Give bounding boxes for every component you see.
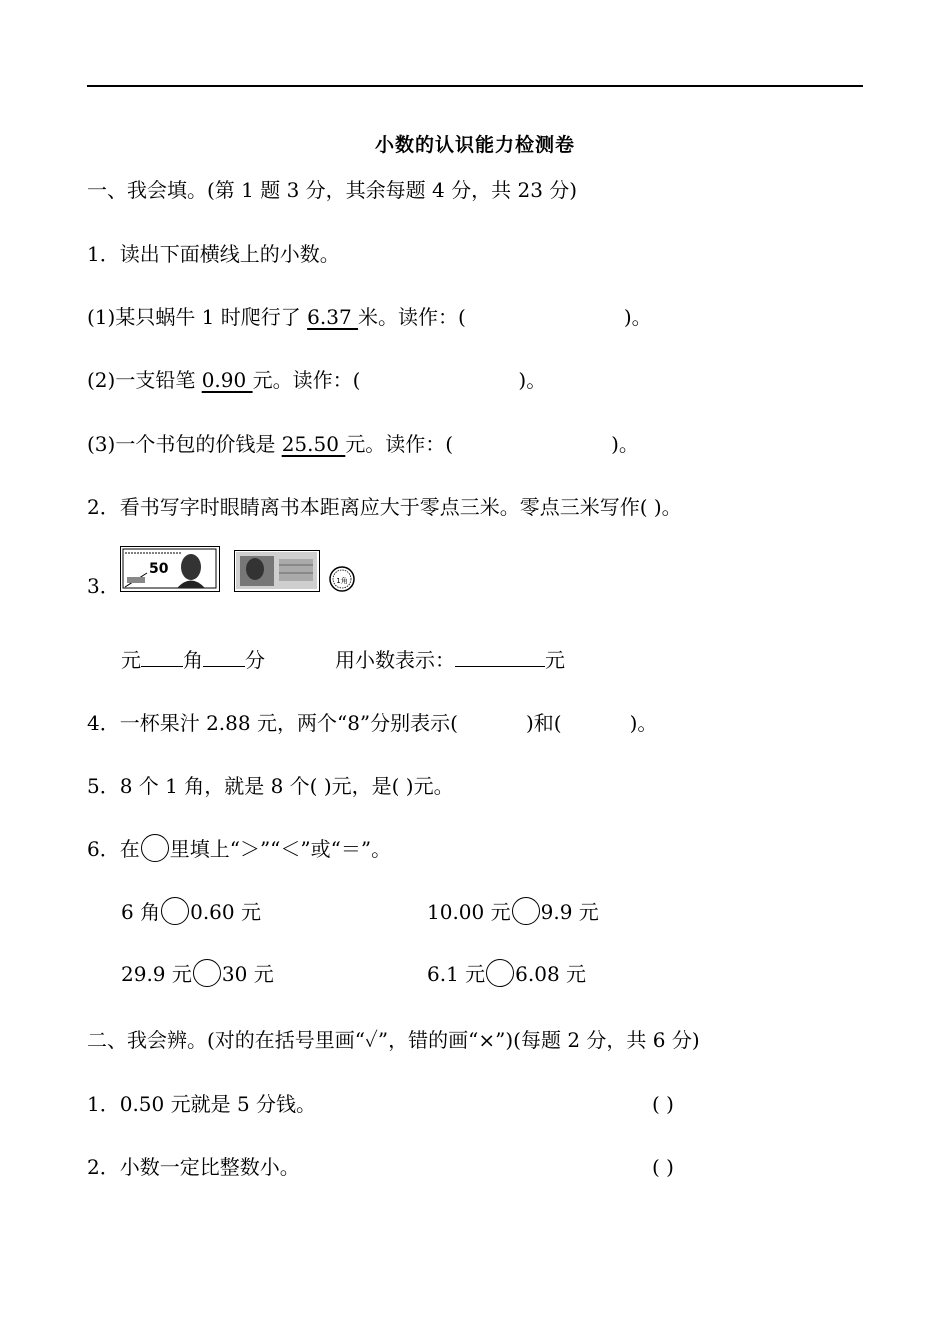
q4-pre: 4．一杯果汁 2.88 元，两个“8”分别表示( [87, 711, 458, 735]
compare-circle[interactable] [193, 959, 221, 987]
q6-d-right: 6.08 元 [515, 962, 587, 986]
yuan-blank[interactable] [141, 646, 183, 667]
jiao-label: 角 [183, 648, 203, 672]
q6-post: 里填上“＞”“＜”或“＝”。 [169, 837, 392, 861]
q1-stem: 1．读出下面横线上的小数。 [87, 242, 340, 266]
q1-p2-number: 0.90 [201, 368, 253, 392]
judge-q2: 2．小数一定比整数小。 [87, 1155, 300, 1179]
section1-heading: 一、我会填。(第 1 题 3 分，其余每题 4 分，共 23 分) [87, 178, 578, 202]
q6-c-left: 29.9 元 [121, 962, 192, 986]
q6-stem [87, 834, 391, 863]
decimal-unit: 元 [545, 648, 565, 672]
coin-label: 1角 [336, 577, 348, 585]
q1-part3 [87, 430, 639, 458]
q1-p3-number: 25.50 [281, 432, 346, 456]
banknote-value: 50 [149, 561, 169, 577]
decimal-label: 用小数表示： [335, 648, 455, 672]
q1-p2-end: )。 [518, 368, 547, 392]
compare-circle[interactable] [161, 897, 189, 925]
judge-q1: 1．0.50 元就是 5 分钱。 [87, 1092, 317, 1116]
coin-drawing [329, 566, 355, 592]
q6-pre: 6．在 [87, 837, 140, 861]
q6-item-a [121, 897, 261, 926]
q1-p3-text: (3)一个书包的价钱是 [87, 432, 282, 456]
q4-text [87, 709, 657, 737]
q6-a-right: 0.60 元 [190, 900, 261, 924]
q6-item-d [427, 959, 586, 988]
q1-part1 [87, 303, 652, 331]
q3-number: 3． [87, 574, 120, 598]
top-rule [87, 85, 863, 87]
q2-text: 2．看书写字时眼睛离书本距离应大于零点三米。零点三米写作( )。 [87, 495, 682, 519]
section2-heading: 二、我会辨。(对的在括号里画“✓”，错的画“×”)(每题 2 分，共 6 分) [87, 1028, 700, 1052]
q6-a-left: 6 角 [121, 900, 161, 924]
q1-p2-read: 元。读作：( [252, 368, 361, 392]
q6-b-right: 9.9 元 [540, 900, 599, 924]
q1-p1-end: )。 [623, 305, 652, 329]
compare-circle[interactable] [486, 959, 514, 987]
decimal-blank[interactable] [455, 646, 545, 667]
q1-p3-end: )。 [611, 432, 639, 456]
q6-item-b [427, 897, 599, 926]
q4-end: )。 [629, 711, 658, 735]
coin-image [329, 566, 355, 592]
q6-d-left: 6.1 元 [427, 962, 486, 986]
fen-label: 分 [245, 648, 265, 672]
compare-circle[interactable] [512, 897, 540, 925]
q1-p1-text: (1)某只蜗牛 1 时爬行了 [87, 305, 308, 329]
q1-p3-read: 元。读作：( [345, 432, 454, 456]
q4-mid: )和( [525, 711, 562, 735]
q3-answer-line [121, 646, 565, 674]
banknote-50-drawing [121, 547, 218, 590]
q1-p2-text: (2)一支铅笔 [87, 368, 202, 392]
banknote-50-image [120, 546, 220, 592]
q1-p1-number: 6.37 [307, 305, 359, 329]
q6-item-c [121, 959, 274, 988]
q1-part2 [87, 366, 546, 394]
judge-q2-bracket[interactable]: ( ) [652, 1155, 674, 1179]
q6-b-left: 10.00 元 [427, 900, 511, 924]
banknote-1jiao-drawing [235, 551, 318, 590]
circle-blank-icon [141, 834, 169, 862]
q5-text: 5．8 个 1 角，就是 8 个( )元，是( )元。 [87, 774, 454, 798]
page-title: 小数的认识能力检测卷 [374, 134, 575, 156]
jiao-blank[interactable] [203, 646, 245, 667]
yuan-label: 元 [121, 648, 141, 672]
judge-q1-bracket[interactable]: ( ) [652, 1092, 674, 1116]
q6-c-right: 30 元 [221, 962, 274, 986]
q1-p1-read: 米。读作：( [358, 305, 466, 329]
banknote-1jiao-image [234, 550, 320, 592]
